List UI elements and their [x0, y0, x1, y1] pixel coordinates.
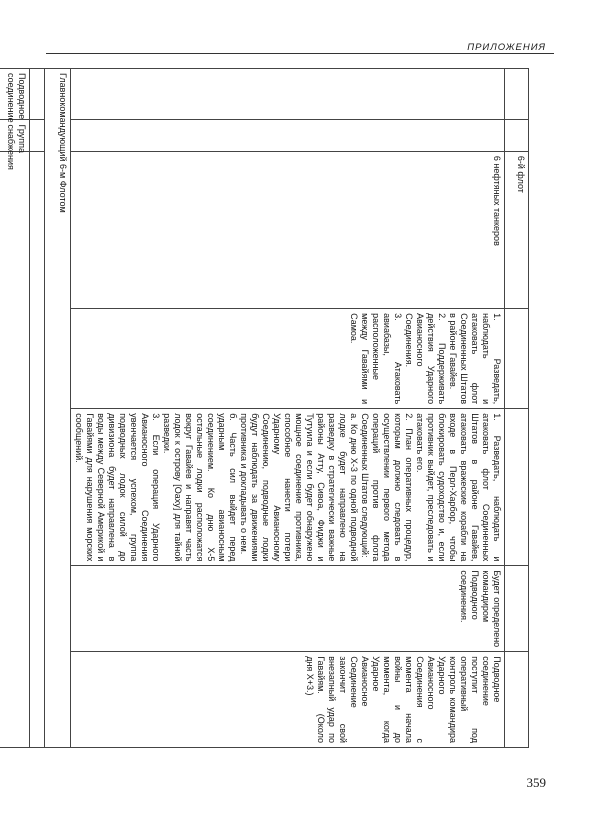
time-cell: Будет определено командиром Подводного соединения.: [71, 566, 505, 652]
table-row: [0, 69, 30, 748]
table-cell: [71, 69, 505, 120]
merged-label-cell: Главнокомандующий 6-м Флотом: [45, 69, 71, 748]
method-cell: 1. Разведать, наблюдать и атаковать флот Соединенных Штатов в районе Гавайев, атаковать вражеские корабли на входе в Перл-Харбор, чтобы блокировать судоходство и, если противник выйдет, преследовать и атаковать его. 2. План оперативных процедур, которым должно следовать в осуществлении первого метода операций против флота Соединенных Штатов следующий: а. Ко дню Х-3 по одной подводной лодке будет направлено на разведку в стратегически важные районы Атту, Сивоа, Фиджи и Тутуила и если будет обнаружено мощное соединение противника, способное нанести потери Ударному Авианосному Соединению, подводные лодки будут наблюдать за движениями противника и докладывать о нем. б. Часть сил выйдет перед ударным авианосным соединением. Ко дню Х-5 остальные лодки расположатся вокруг Гавайев и направят часть лодок к острову [Оаху] для тайной разведки. 3. Если операция Ударного Авианосного Соединения увенчается успехом, группа подводных лодок силой до дивизиона будет направлена в воды между Северной Америкой и Гавайями для нарушения морских сообщений.: [71, 409, 505, 566]
unit-cell: Подводное соединение: [0, 69, 30, 120]
page-number: 359: [526, 775, 546, 790]
appendix-table: [0, 68, 529, 748]
table-cell: [505, 309, 529, 409]
table-cell: [30, 151, 45, 747]
table-cell: [505, 566, 529, 652]
table-cell: [505, 409, 529, 566]
group-cell: Группа снабжения: [0, 120, 30, 151]
table-cell: [30, 69, 45, 120]
running-header: ПРИЛОЖЕНИЯ: [467, 42, 546, 53]
table-cell: 6-й флот: [505, 151, 529, 308]
table-row: [45, 69, 71, 748]
table-cell: [505, 69, 529, 120]
table-cell: [505, 120, 529, 151]
header-rule: [46, 53, 554, 54]
table-row: [505, 69, 529, 748]
task-cell: 1. Разведать, наблюдать и атаковать флот Соединенных Штатов в районе Гавайев. 2. Поддерживать действия Ударного Авианосного Соединения. 3. Атаковать авиабазы, расположенные между Гавайями и Самоа.: [71, 309, 505, 409]
table-row: [30, 69, 45, 748]
table-row: [71, 69, 505, 748]
command-cell: Подводное соединение поступит под оперативный контроль командира Ударного Авианосного Соединения с момента начала войны и до момента, когда Ударное Авианосное Соединение закончит свой внезапный удар по Гавайям. (Около дня Х+3.): [71, 652, 505, 748]
table-cell: [0, 151, 30, 747]
table-cell: [30, 120, 45, 151]
table-cell: [505, 652, 529, 748]
table-cell: [71, 120, 505, 151]
force-cell: 6 нефтяных танкеров: [71, 151, 505, 308]
